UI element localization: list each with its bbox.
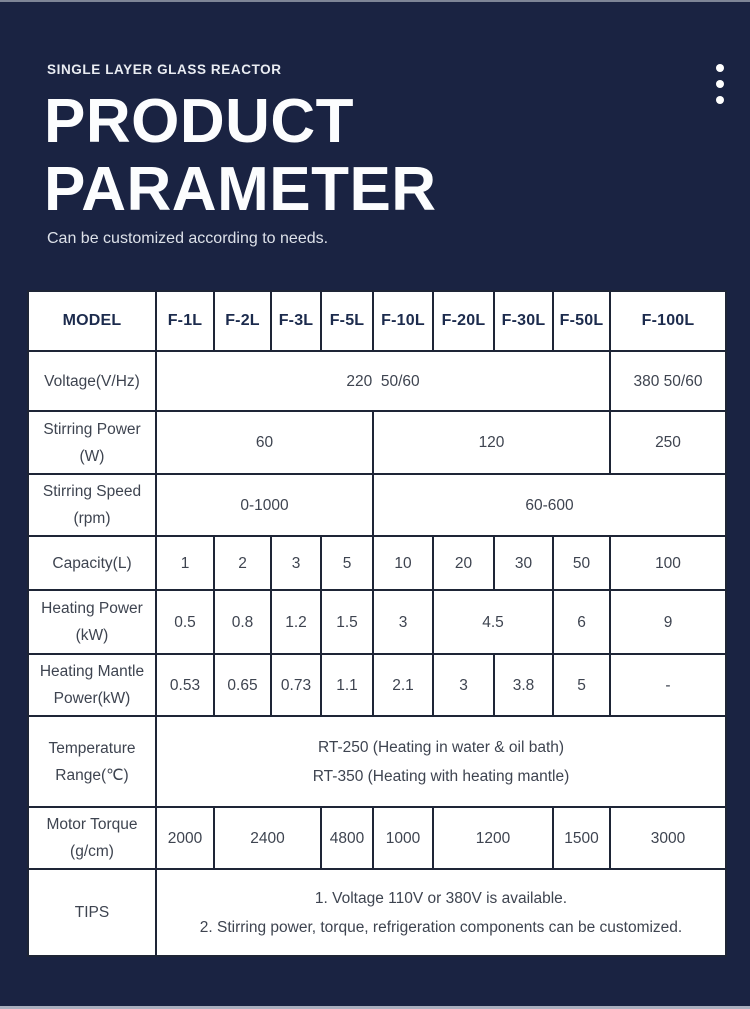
value-cell: 1.2	[271, 590, 321, 654]
value-cell: 5	[553, 654, 610, 716]
value-cell: 0.8	[214, 590, 271, 654]
value-cell: 1000	[373, 807, 433, 869]
product-parameter-table	[27, 290, 727, 957]
value-cell: 6	[553, 590, 610, 654]
value-cell: 1500	[553, 807, 610, 869]
value-cell: 3	[271, 536, 321, 590]
value-cell: 2.1	[373, 654, 433, 716]
model-column-header: F-100L	[610, 291, 726, 351]
value-cell: 9	[610, 590, 726, 654]
value-cell: 380 50/60	[610, 351, 726, 411]
value-cell: 30	[494, 536, 553, 590]
value-cell: 10	[373, 536, 433, 590]
value-cell: -	[610, 654, 726, 716]
row-label: Motor Torque (g/cm)	[28, 807, 156, 869]
table-row	[28, 654, 726, 716]
value-cell: 250	[610, 411, 726, 474]
value-cell: 100	[610, 536, 726, 590]
model-column-header: F-5L	[321, 291, 373, 351]
row-label: Stirring Speed (rpm)	[28, 474, 156, 536]
row-label: Temperature Range(℃)	[28, 716, 156, 807]
header-eyebrow: SINGLE LAYER GLASS REACTOR	[47, 62, 282, 77]
row-label: Heating Power (kW)	[28, 590, 156, 654]
row-label: Capacity(L)	[28, 536, 156, 590]
kebab-dot	[716, 64, 724, 72]
value-cell: 1. Voltage 110V or 380V is available. 2. Stirring power, torque, refrigeration components can be customized.	[156, 869, 726, 956]
header-section	[44, 0, 750, 248]
value-cell: 220 50/60	[156, 351, 610, 411]
kebab-dot	[716, 96, 724, 104]
value-cell: 50	[553, 536, 610, 590]
row-label: TIPS	[28, 869, 156, 956]
row-label: Voltage(V/Hz)	[28, 351, 156, 411]
model-column-header: F-3L	[271, 291, 321, 351]
table-row	[28, 807, 726, 869]
model-column-header: F-50L	[553, 291, 610, 351]
model-column-header: F-20L	[433, 291, 494, 351]
value-cell: 120	[373, 411, 610, 474]
model-header-cell: MODEL	[28, 291, 156, 351]
value-cell: 60-600	[373, 474, 726, 536]
value-cell: 4.5	[433, 590, 553, 654]
table-header-row	[28, 291, 726, 351]
value-cell: 5	[321, 536, 373, 590]
value-cell: 3.8	[494, 654, 553, 716]
value-cell: 0.73	[271, 654, 321, 716]
page-title	[44, 88, 750, 224]
value-cell: 2	[214, 536, 271, 590]
table-row	[28, 716, 726, 807]
row-label: Stirring Power (W)	[28, 411, 156, 474]
page-title-line2: PARAMETER	[44, 155, 437, 224]
value-cell: 0.53	[156, 654, 214, 716]
table-row	[28, 474, 726, 536]
value-cell: 1200	[433, 807, 553, 869]
value-cell: RT-250 (Heating in water & oil bath) RT-350 (Heating with heating mantle)	[156, 716, 726, 807]
value-cell: 3000	[610, 807, 726, 869]
value-cell: 0.65	[214, 654, 271, 716]
table-row	[28, 351, 726, 411]
value-cell: 0-1000	[156, 474, 373, 536]
model-column-header: F-2L	[214, 291, 271, 351]
table-row	[28, 869, 726, 956]
value-cell: 20	[433, 536, 494, 590]
value-cell: 60	[156, 411, 373, 474]
value-cell: 1.1	[321, 654, 373, 716]
header-subtitle: Can be customized according to needs.	[47, 230, 329, 247]
value-cell: 3	[433, 654, 494, 716]
table-row	[28, 411, 726, 474]
table-row	[28, 536, 726, 590]
model-column-header: F-10L	[373, 291, 433, 351]
value-cell: 0.5	[156, 590, 214, 654]
model-column-header: F-1L	[156, 291, 214, 351]
value-cell: 2400	[214, 807, 321, 869]
value-cell: 4800	[321, 807, 373, 869]
value-cell: 1	[156, 536, 214, 590]
value-cell: 1.5	[321, 590, 373, 654]
value-cell: 2000	[156, 807, 214, 869]
row-label: Heating Mantle Power(kW)	[28, 654, 156, 716]
page-title-line1: PRODUCT	[44, 87, 355, 156]
value-cell: 3	[373, 590, 433, 654]
kebab-menu-icon[interactable]	[716, 64, 724, 104]
table-row	[28, 590, 726, 654]
kebab-dot	[716, 80, 724, 88]
model-column-header: F-30L	[494, 291, 553, 351]
